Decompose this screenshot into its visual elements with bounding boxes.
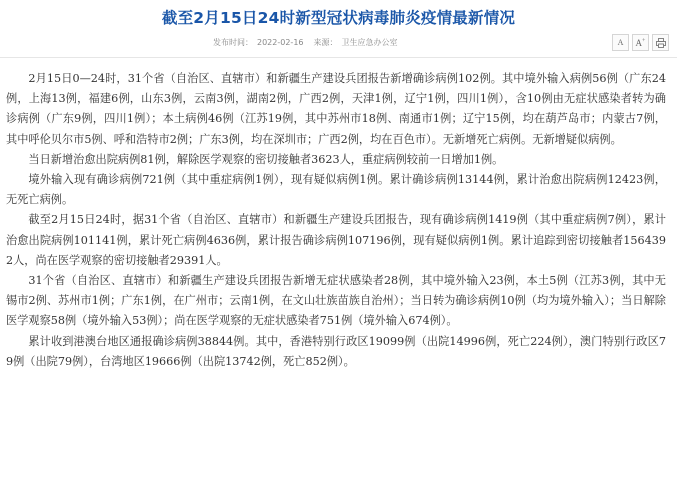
paragraph-new-cases: 2月15日0—24时，31个省（自治区、直辖市）和新疆生产建设兵团报告新增确诊病例102例。其中境外输入病例56例（广东24例，上海13例，福建6例，山东3例，云南3例，湖南2例，广西2例，天津1例，辽宁1例，四川1例），含10例由无症状感染者转为确诊病例（广东9例，四川1例）；本土病例46例（江苏19例，其中苏州市18例、南通市1例；辽宁15例，均在葫芦岛市；内蒙古7例，其中呼伦贝尔市5例、呼和浩特市2例；广东3例，均在深圳市；广西2例，均在百色市）。无新增死亡病例。无新增疑似病例。 xyxy=(6,72,666,146)
font-decrease-icon: A xyxy=(617,38,624,47)
font-decrease-button[interactable] xyxy=(612,34,629,51)
print-icon xyxy=(656,38,666,48)
article-meta xyxy=(213,37,402,48)
font-increase-button[interactable] xyxy=(632,34,649,51)
font-tools xyxy=(612,34,669,51)
publish-date: 2022-02-16 xyxy=(257,38,304,47)
paragraph-asymptomatic: 31个省（自治区、直辖市）和新疆生产建设兵团报告新增无症状感染者28例，其中境外输入23例，本土5例（江苏3例，其中无锡市2例、苏州市1例；广东1例，在广州市；云南1例，在文山壮族苗族自治州）；当日转为确诊病例10例（均为境外输入）；当日解除医学观察58例（境外输入53例）；尚在医学观察的无症状感染者751例（境外输入674例）。 xyxy=(6,274,666,328)
article-body xyxy=(6,69,666,372)
font-increase-icon: A+ xyxy=(635,37,646,48)
source-label: 来源： xyxy=(313,38,338,47)
publish-label: 发布时间： xyxy=(213,38,253,47)
article-title: 截至2月15日24时新型冠状病毒肺炎疫情最新情况 xyxy=(161,9,516,27)
print-button[interactable] xyxy=(652,34,669,51)
paragraph-cumulative: 截至2月15日24时，据31个省（自治区、直辖市）和新疆生产建设兵团报告，现有确诊病例1419例（其中重症病例7例），累计治愈出院病例101141例，累计死亡病例4636例，累计报告确诊病例107196例，现有疑似病例1例。累计追踪到密切接触者1564392人，尚在医学观察的密切接触者29391人。 xyxy=(6,213,666,267)
paragraph-hk-macao-taiwan: 累计收到港澳台地区通报确诊病例38844例。其中，香港特别行政区19099例（出院14996例，死亡224例），澳门特别行政区79例（出院79例），台湾地区19666例（出院13742例，死亡852例）。 xyxy=(6,334,666,368)
paragraph-recoveries: 当日新增治愈出院病例81例，解除医学观察的密切接触者3623人，重症病例较前一日增加1例。 xyxy=(28,152,504,166)
paragraph-imported: 境外输入现有确诊病例721例（其中重症病例1例），现有疑似病例1例。累计确诊病例13144例，累计治愈出院病例12423例，无死亡病例。 xyxy=(6,173,666,207)
article-meta-bar xyxy=(0,26,677,58)
source-name: 卫生应急办公室 xyxy=(341,38,398,47)
